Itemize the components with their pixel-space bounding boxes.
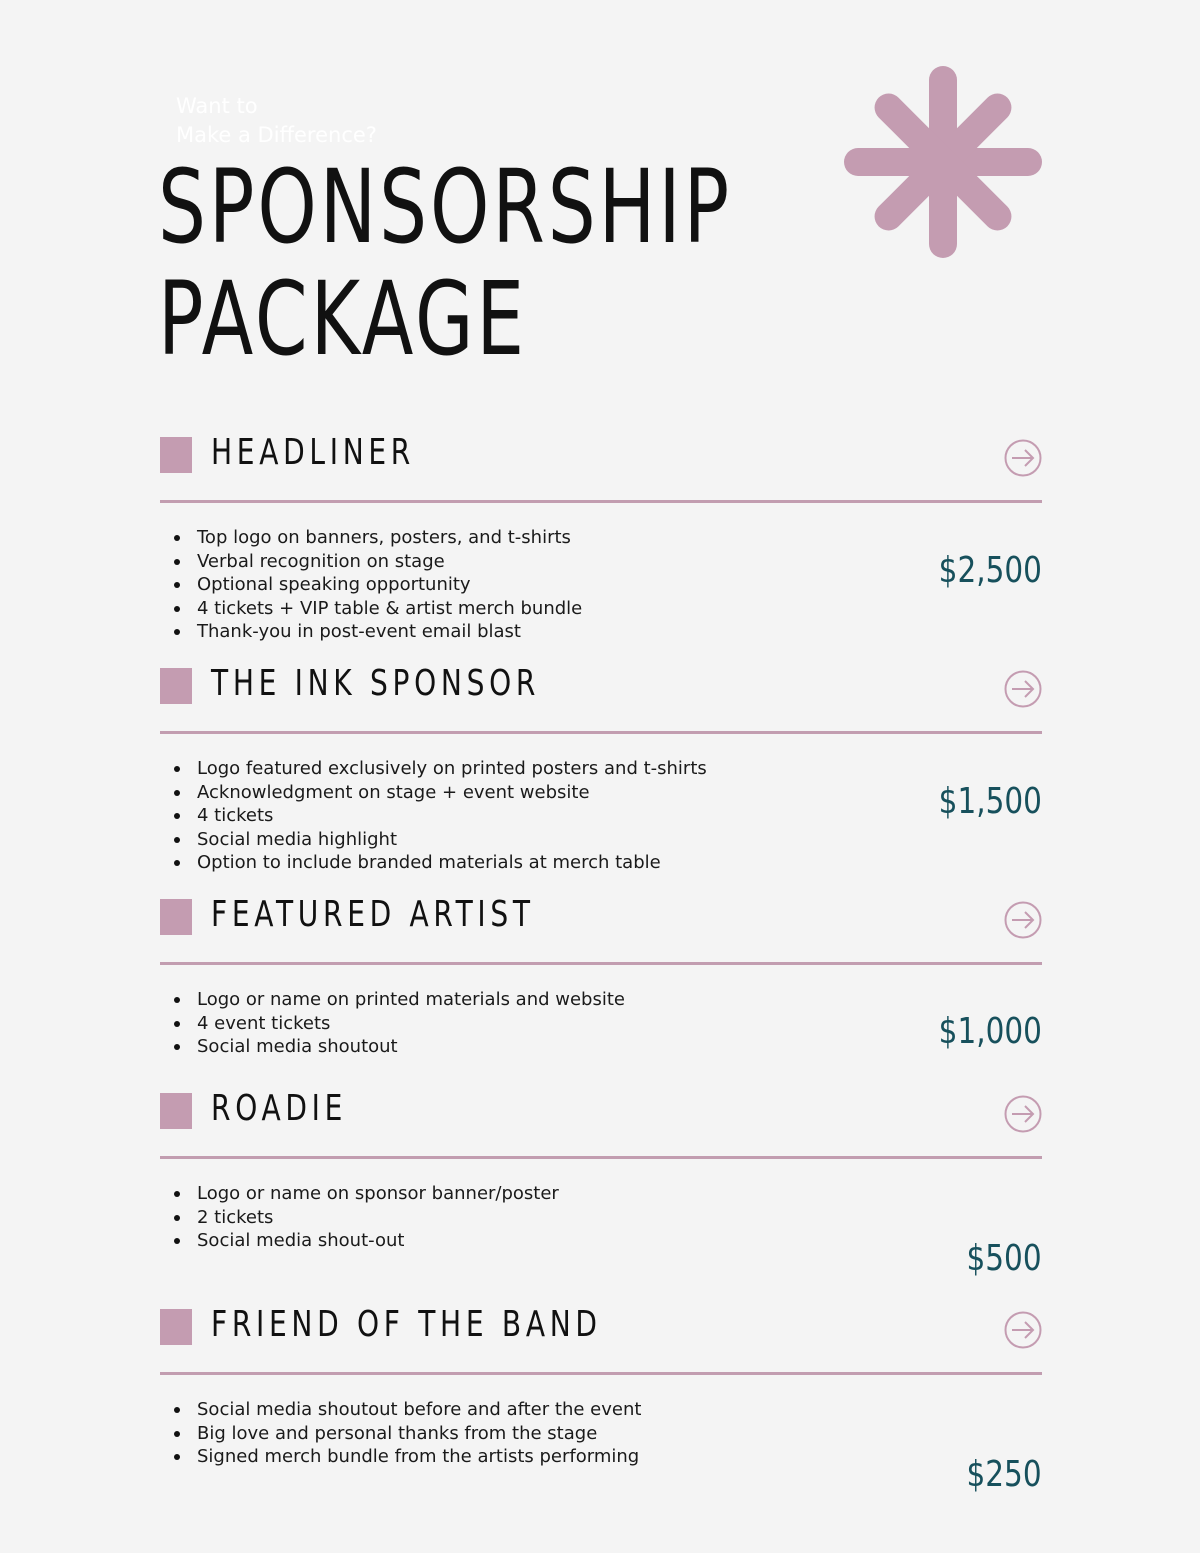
tier-name: FEATURED ARTIST (211, 894, 535, 935)
list-item: Big love and personal thanks from the stage (174, 1422, 641, 1446)
tier-friend-of-the-band (160, 1304, 1042, 1495)
arrow-right-circle-icon[interactable] (1004, 1311, 1042, 1349)
benefits-list (174, 757, 707, 875)
benefits-list (174, 1182, 559, 1253)
page-title (158, 148, 733, 379)
tier-price: $1,000 (938, 1011, 1042, 1052)
list-item: Logo or name on sponsor banner/poster (174, 1182, 559, 1206)
benefits-list (174, 1398, 641, 1469)
tier-name: THE INK SPONSOR (211, 663, 541, 704)
divider (160, 1372, 1042, 1375)
divider (160, 1156, 1042, 1159)
list-item: Option to include branded materials at merch table (174, 851, 707, 875)
tagline-line-1: Want to (176, 94, 258, 118)
list-item: Signed merch bundle from the artists performing (174, 1445, 641, 1469)
tier-price: $500 (966, 1238, 1042, 1279)
arrow-right-circle-icon[interactable] (1004, 1095, 1042, 1133)
list-item: Logo featured exclusively on printed posters and t-shirts (174, 757, 707, 781)
list-item: Optional speaking opportunity (174, 573, 582, 597)
list-item: 2 tickets (174, 1206, 559, 1230)
tier-name: FRIEND OF THE BAND (211, 1304, 602, 1345)
asterisk-icon (844, 64, 1042, 260)
tier-roadie (160, 1088, 1042, 1279)
tagline-line-2: Make a Difference? (176, 123, 377, 147)
divider (160, 731, 1042, 734)
list-item: 4 tickets + VIP table & artist merch bundle (174, 597, 582, 621)
page-title-line-1: SPONSORSHIP (158, 148, 733, 267)
list-item: Social media shoutout before and after the event (174, 1398, 641, 1422)
tagline (176, 92, 377, 150)
tier-marker (160, 668, 192, 704)
tier-header (160, 663, 1042, 732)
tier-header (160, 1088, 1042, 1157)
list-item: Logo or name on printed materials and website (174, 988, 625, 1012)
tier-marker (160, 1093, 192, 1129)
tier-marker (160, 899, 192, 935)
tier-header (160, 432, 1042, 501)
list-item: Acknowledgment on stage + event website (174, 781, 707, 805)
arrow-right-circle-icon[interactable] (1004, 670, 1042, 708)
divider (160, 962, 1042, 965)
list-item: 4 tickets (174, 804, 707, 828)
arrow-right-circle-icon[interactable] (1004, 439, 1042, 477)
tier-price: $1,500 (938, 781, 1042, 822)
divider (160, 500, 1042, 503)
tier-headliner (160, 432, 1042, 643)
tier-marker (160, 437, 192, 473)
tier-marker (160, 1309, 192, 1345)
list-item: Top logo on banners, posters, and t-shirts (174, 526, 582, 550)
benefits-list (174, 988, 625, 1059)
list-item: Social media highlight (174, 828, 707, 852)
arrow-right-circle-icon[interactable] (1004, 901, 1042, 939)
tier-price: $250 (966, 1454, 1042, 1495)
page-title-line-2: PACKAGE (158, 260, 528, 379)
list-item: Verbal recognition on stage (174, 550, 582, 574)
tier-ink-sponsor (160, 663, 1042, 874)
benefits-list (174, 526, 582, 644)
tier-price: $2,500 (938, 550, 1042, 591)
tier-header (160, 1304, 1042, 1373)
tier-name: HEADLINER (211, 432, 415, 473)
tier-header (160, 894, 1042, 963)
list-item: Social media shoutout (174, 1035, 625, 1059)
tier-name: ROADIE (211, 1088, 348, 1129)
list-item: Thank-you in post-event email blast (174, 620, 582, 644)
list-item: Social media shout-out (174, 1229, 559, 1253)
list-item: 4 event tickets (174, 1012, 625, 1036)
tier-featured-artist (160, 894, 1042, 1058)
